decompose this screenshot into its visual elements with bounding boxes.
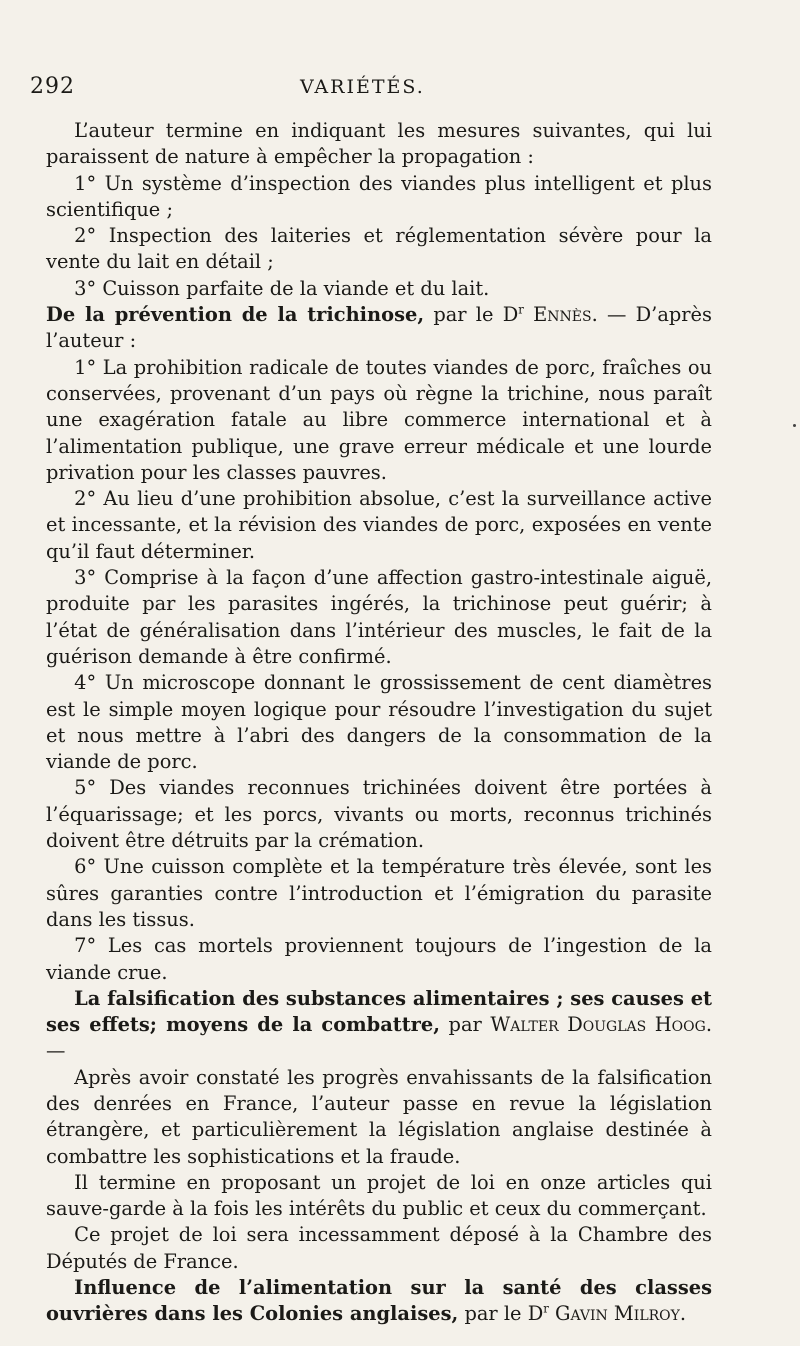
section-tail: . — (46, 1013, 712, 1063)
margin-speck (793, 424, 796, 427)
section-heading-alimentation (46, 1275, 712, 1328)
list-item-2: 2° Au lieu d’une prohibition absolue, c’est la surveillance active et incessante, et la révision des viandes de porc, exposées en vente qu’il faut déterminer. (46, 487, 712, 563)
list-item-6: 6° Une cuisson complète et la température très élevée, sont les sûres garanties contre l’introduction et l’émigration du parasite dans les tissus. (46, 855, 712, 931)
section-title: De la prévention de la trichinose, (46, 303, 425, 327)
paragraph-intro: L’auteur termine en indiquant les mesures suivantes, qui lui paraissent de nature à empêcher la propagation : (46, 119, 712, 169)
list-item-1: 1° Un système d’inspection des viandes plus intelligent et plus scientifique ; (46, 171, 712, 221)
list-item-5: 5° Des viandes reconnues trichinées doivent être portées à l’équarissage; et les porcs, vivants ou morts, reconnus trichinés doivent être détruits par la crémation. (46, 776, 712, 853)
page-header (30, 74, 740, 104)
section-tail: . — D’après l’auteur : (46, 303, 712, 353)
body-text (46, 118, 712, 1328)
section-title: Influence de l’alimentation sur la santé des classes ouvrières dans les Colonies anglaises, (46, 1276, 712, 1326)
section-author: Walter Douglas Hoog (490, 1013, 706, 1037)
list-item-3: 3° Comprise à la façon d’une affection gastro-intestinale aiguë, produite par les parasites ingérés, la trichinose peut guérir; à l’état de généralisation dans l’intérieur des muscles, le fait de la guérison demande à être confirmé. (46, 566, 712, 668)
section-heading-trichinose (46, 302, 712, 355)
section-heading-falsification (46, 986, 712, 1065)
list-item-4: 4° Un microscope donnant le grossissement de cent diamètres est le simple moyen logique pour résoudre l’investigation du sujet et nous mettre à l’abri des dangers de la consommation de la viande de porc. (46, 671, 712, 774)
section-byline: par le D (458, 1302, 544, 1326)
section-byline: par (440, 1013, 491, 1037)
page-number: 292 (30, 74, 75, 99)
running-title: VARIÉTÉS. (300, 76, 425, 98)
section-author: Ennès (523, 303, 592, 327)
section-tail: . (679, 1302, 687, 1326)
list-item-1: 1° La prohibition radicale de toutes viandes de porc, fraîches ou conservées, provenant d’un pays où règne la trichine, nous paraît une exagération fatale au libre commerce international et à l’alimentation publique, une grave erreur médicale et une lourde privation pour les classes pauvres. (46, 355, 712, 484)
list-item-3: 3° Cuisson parfaite de la viande et du lait. (74, 276, 490, 300)
paragraph: Ce projet de loi sera incessamment déposé à la Chambre des Députés de France. (46, 1223, 712, 1273)
section-byline: par le D (424, 303, 519, 327)
section-author: Gavin Milroy (548, 1302, 680, 1326)
paragraph: Il termine en proposant un projet de loi en onze articles qui sauve-garde à la fois les intérêts du public et ceux du commerçant. (46, 1170, 712, 1221)
paragraph: Après avoir constaté les progrès envahissants de la falsification des denrées en France, l’auteur passe en revue la législation étrangère, et particulièrement la législation anglaise destinée à combattre les sophistications et la fraude. (46, 1065, 712, 1168)
section-title: La falsification des substances alimentaires ; ses causes et ses effets; moyens de la combattre, (46, 986, 712, 1037)
list-item-2: 2° Inspection des laiteries et réglementation sévère pour la vente du lait en détail ; (46, 224, 712, 274)
list-item-7: 7° Les cas mortels proviennent toujours de l’ingestion de la viande crue. (46, 934, 712, 984)
section-byline-sup: r (543, 1301, 549, 1316)
section-byline-sup: r (518, 302, 524, 317)
